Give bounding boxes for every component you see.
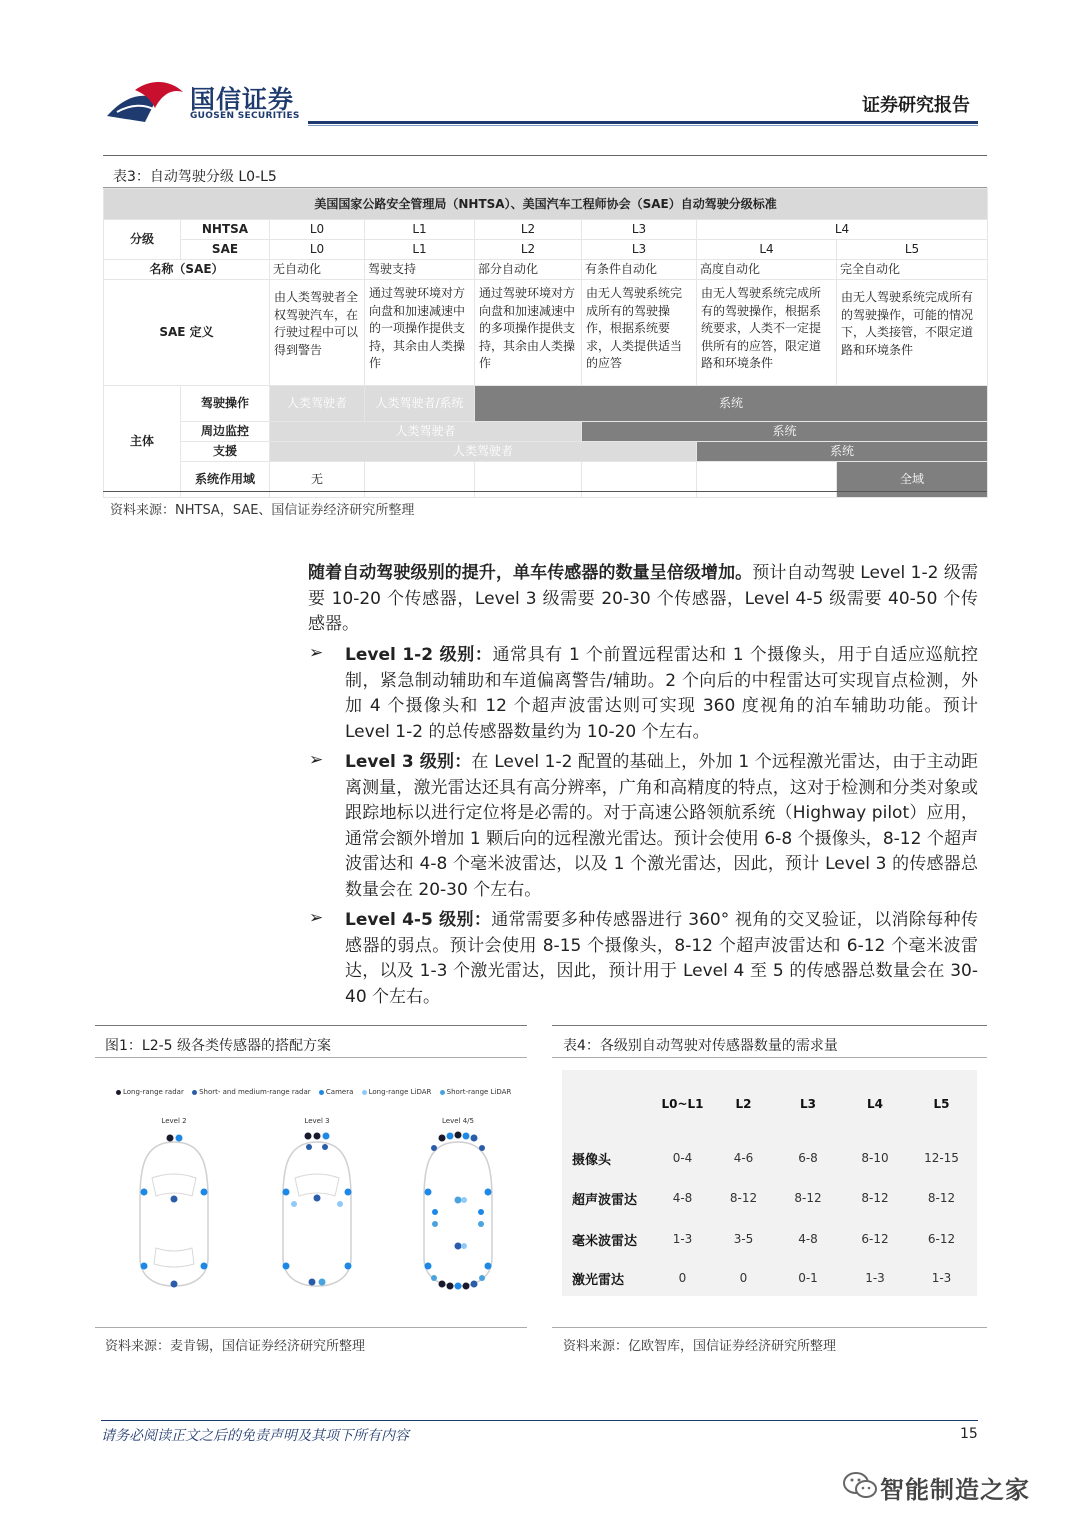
page-number: 15 xyxy=(960,1426,978,1442)
legend-label: Long-range radar xyxy=(123,1088,184,1096)
sae-level: L0 xyxy=(270,240,365,260)
bullet-text: 通常需要多种传感器进行 360° 视角的交叉验证，以消除每种传感器的弱点。预计会使用 8-15 个摄像头，8-12 个超声波雷达和 6-12 个毫米波雷达，以及 1-3 个激光雷达，因此，预计用于 Level 4 至 5 的传感器总数量会在 30-40 个左右。 xyxy=(345,910,978,1007)
level-definition: 由无人驾驶系统完成所有的驾驶操作，根据系统要求，人类提供适当的应答 xyxy=(582,280,697,386)
legend-dot-icon xyxy=(440,1090,445,1095)
bullet-level-4-5 xyxy=(345,908,978,1010)
sensor-demand-table xyxy=(562,1070,977,1296)
support-label: 支援 xyxy=(181,442,270,462)
table4-cell: 0-4 xyxy=(672,1151,693,1165)
monitor-human-cell: 人类驾驶者 xyxy=(270,422,582,442)
figure1-caption-rule xyxy=(95,1057,527,1058)
table4-cell: 8-12 xyxy=(927,1191,956,1205)
table4-bottom-rule xyxy=(552,1327,987,1328)
table4-cell: 3-5 xyxy=(733,1232,754,1246)
table4-column-header: L5 xyxy=(933,1097,950,1111)
table4-row-header: 毫米波雷达 xyxy=(572,1233,638,1249)
table4-cell: 8-12 xyxy=(729,1191,758,1205)
nhtsa-level: L0 xyxy=(270,220,365,240)
table4-cell: 0 xyxy=(678,1271,687,1285)
bullet-arrow-icon: ➢ xyxy=(309,750,324,770)
sensor-layout-figure xyxy=(100,1108,530,1298)
legend-dot-icon xyxy=(319,1090,324,1095)
nhtsa-label: NHTSA xyxy=(181,220,270,240)
table4-column-header: L4 xyxy=(867,1097,883,1111)
table4-cell: 1-3 xyxy=(865,1271,885,1285)
disclaimer-text: 请务必阅读正文之后的免责声明及其项下所有内容 xyxy=(101,1428,409,1444)
figure1-caption: 图1：L2-5 级各类传感器的搭配方案 xyxy=(105,1038,332,1054)
level-name: 无自动化 xyxy=(270,260,365,280)
bullet-arrow-icon: ➢ xyxy=(309,908,324,928)
monitor-system-cell: 系统 xyxy=(582,422,988,442)
bullet-title: Level 4-5 级别： xyxy=(345,910,492,930)
wechat-icon xyxy=(842,1470,878,1500)
intro-paragraph xyxy=(308,561,978,638)
bullet-title: Level 1-2 级别： xyxy=(345,645,493,665)
table4-cell: 4-6 xyxy=(733,1151,754,1165)
report-type-title: 证券研究报告 xyxy=(862,95,970,116)
car-outline-level4-5 xyxy=(424,1132,492,1290)
figure1-bottom-rule xyxy=(95,1327,527,1328)
bullet-text: 通常具有 1 个前置远程雷达和 1 个摄像头，用于自适应巡航控制，紧急制动辅助和车道偏离警告/辅助。2 个向后的中程雷达可实现盲点检测，外加 4 个摄像头和 12 个超声波雷达则可实现 360 度视角的泊车辅助功能。预计 Level 1-2 的总传感器数量约为 10-20 个左右。 xyxy=(345,645,979,742)
nhtsa-level: L4 xyxy=(697,220,988,240)
table4-column-header: L0~L1 xyxy=(661,1097,704,1111)
intro-text: 预计自动驾驶 Level 1-2 级需要 10-20 个传感器，Level 3 级需要 20-30 个传感器，Level 4-5 级需要 40-50 个传感器。 xyxy=(308,563,979,634)
grade-label: 分级 xyxy=(104,220,181,260)
nhtsa-level: L3 xyxy=(582,220,697,240)
legend-dot-icon xyxy=(192,1090,197,1095)
sae-label: SAE xyxy=(181,240,270,260)
level-name: 有条件自动化 xyxy=(582,260,697,280)
table4-cell: 8-10 xyxy=(861,1151,889,1165)
bullet-level-1-2 xyxy=(345,643,978,745)
driving-label: 驾驶操作 xyxy=(181,386,270,422)
autonomy-levels-table xyxy=(103,188,988,498)
table4-cell: 6-12 xyxy=(927,1232,956,1246)
sae-level: L2 xyxy=(475,240,582,260)
bullet-level-3 xyxy=(345,750,978,903)
bullet-arrow-icon: ➢ xyxy=(309,643,324,663)
legend-dot-icon xyxy=(362,1090,367,1095)
level-name: 部分自动化 xyxy=(475,260,582,280)
car-outline-level2 xyxy=(140,1135,208,1288)
table4-top-rule xyxy=(552,1025,987,1026)
domain-label: 系统作用域 xyxy=(181,462,270,498)
level-definition: 由人类驾驶者全权驾驶汽车，在行驶过程中可以得到警告 xyxy=(270,280,365,386)
level-definition: 由无人驾驶系统完成所有的驾驶操作，可能的情况下，人类接管，不限定道路和环境条件 xyxy=(837,280,988,386)
bullet-title: Level 3 级别： xyxy=(345,752,472,772)
support-system-cell: 系统 xyxy=(697,442,988,462)
sae-level: L5 xyxy=(837,240,988,260)
sae-level: L3 xyxy=(582,240,697,260)
sae-level: L1 xyxy=(365,240,475,260)
table4-column-header: L2 xyxy=(735,1097,752,1111)
level-name: 高度自动化 xyxy=(697,260,837,280)
table4-cell: 6-12 xyxy=(861,1232,889,1246)
guosen-logo-icon xyxy=(105,78,185,124)
table3-top-rule xyxy=(103,155,987,156)
table4-source: 资料来源：亿欧智库，国信证券经济研究所整理 xyxy=(563,1339,837,1354)
legend-dot-icon xyxy=(116,1090,121,1095)
logo-text: 国信证券 xyxy=(190,85,295,114)
domain-all-cell: 全域 xyxy=(837,462,988,498)
driving-mixed-cell: 人类驾驶者/系统 xyxy=(365,386,475,422)
watermark-text: 智能制造之家 xyxy=(880,1476,1030,1504)
footer-rule xyxy=(101,1420,978,1421)
table4-caption: 表4：各级别自动驾驶对传感器数量的需求量 xyxy=(563,1038,838,1054)
table3-bottom-rule xyxy=(103,491,987,492)
level-label: Level 4/5 xyxy=(442,1117,474,1125)
legend-label: Long-range LiDAR xyxy=(368,1088,432,1096)
table4-cell: 8-12 xyxy=(861,1191,889,1205)
monitor-label: 周边监控 xyxy=(181,422,270,442)
level-label: Level 3 xyxy=(304,1117,330,1125)
table4-caption-rule xyxy=(552,1057,987,1058)
table4-cell: 1-3 xyxy=(931,1271,952,1285)
sae-level: L4 xyxy=(697,240,837,260)
level-name: 完全自动化 xyxy=(837,260,988,280)
driving-system-cell: 系统 xyxy=(475,386,988,422)
table3-caption: 表3：自动驾驶分级 L0-L5 xyxy=(113,169,277,185)
support-human-cell: 人类驾驶者 xyxy=(270,442,697,462)
driving-human-cell: 人类驾驶者 xyxy=(270,386,365,422)
table4-cell: 0-1 xyxy=(798,1271,818,1285)
level-name: 驾驶支持 xyxy=(365,260,475,280)
nhtsa-level: L2 xyxy=(475,220,582,240)
header-divider xyxy=(308,121,978,124)
intro-bold: 随着自动驾驶级别的提升，单车传感器的数量呈倍级增加。 xyxy=(308,563,753,583)
domain-none-cell: 无 xyxy=(270,462,365,498)
table4-column-header: L3 xyxy=(800,1097,816,1111)
level-definition: 通过驾驶环境对方向盘和加速减速中的一项操作提供支持，其余由人类操作 xyxy=(365,280,475,386)
table3-source: 资料来源：NHTSA，SAE、国信证券经济研究所整理 xyxy=(110,503,415,518)
subject-label: 主体 xyxy=(104,386,181,498)
table4-cell: 1-3 xyxy=(672,1232,693,1246)
legend-label: Short- and medium-range radar xyxy=(199,1088,311,1096)
table4-cell: 12-15 xyxy=(924,1151,959,1165)
table4-cell: 4-8 xyxy=(798,1232,818,1246)
table4-row-header: 超声波雷达 xyxy=(572,1192,638,1208)
table3-header: 美国国家公路安全管理局（NHTSA）、美国汽车工程师协会（SAE）自动驾驶分级标准 xyxy=(104,189,988,220)
legend-label: Camera xyxy=(325,1088,354,1096)
level-definition: 通过驾驶环境对方向盘和加速减速中的多项操作提供支持，其余由人类操作 xyxy=(475,280,582,386)
logo-english-text: GUOSEN SECURITIES xyxy=(190,111,300,121)
definition-label: SAE 定义 xyxy=(104,280,270,386)
table4-cell: 4-8 xyxy=(672,1191,693,1205)
level-label: Level 2 xyxy=(161,1117,187,1125)
nhtsa-level: L1 xyxy=(365,220,475,240)
level-definition: 由无人驾驶系统完成所有的驾驶操作，根据系统要求，人类不一定提供所有的应答，限定道路和环境条件 xyxy=(697,280,837,386)
car-outline-level3 xyxy=(283,1133,352,1287)
table4-cell: 6-8 xyxy=(798,1151,818,1165)
legend-label: Short-range LiDAR xyxy=(446,1088,512,1096)
table4-cell: 8-12 xyxy=(794,1191,822,1205)
figure1-top-rule xyxy=(95,1025,527,1026)
table4-row-header: 激光雷达 xyxy=(572,1272,625,1288)
sensor-legend xyxy=(110,1088,511,1096)
name-label: 名称（SAE） xyxy=(104,260,270,280)
bullet-text: 在 Level 1-2 配置的基础上，外加 1 个远程激光雷达，由于主动距离测量，激光雷达还具有高分辨率，广角和高精度的特点，这对于检测和分类对象或跟踪地标以进行定位将是必需的。对于高速公路领航系统（Highway pilot）应用，通常会额外增加 1 颗后向的远程激光雷达。预计会使用 6-8 个摄像头，8-12 个超声波雷达和 4-8 个毫米波雷达，以及 1 个激光雷达，因此，预计 Level 3 的传感器总数量会在 20-30 个左右。 xyxy=(345,752,978,900)
figure1-source: 资料来源：麦肯锡，国信证券经济研究所整理 xyxy=(105,1339,366,1354)
table4-row-header: 摄像头 xyxy=(572,1152,612,1168)
header-divider-thin xyxy=(308,125,978,126)
table4-cell: 0 xyxy=(739,1271,748,1285)
